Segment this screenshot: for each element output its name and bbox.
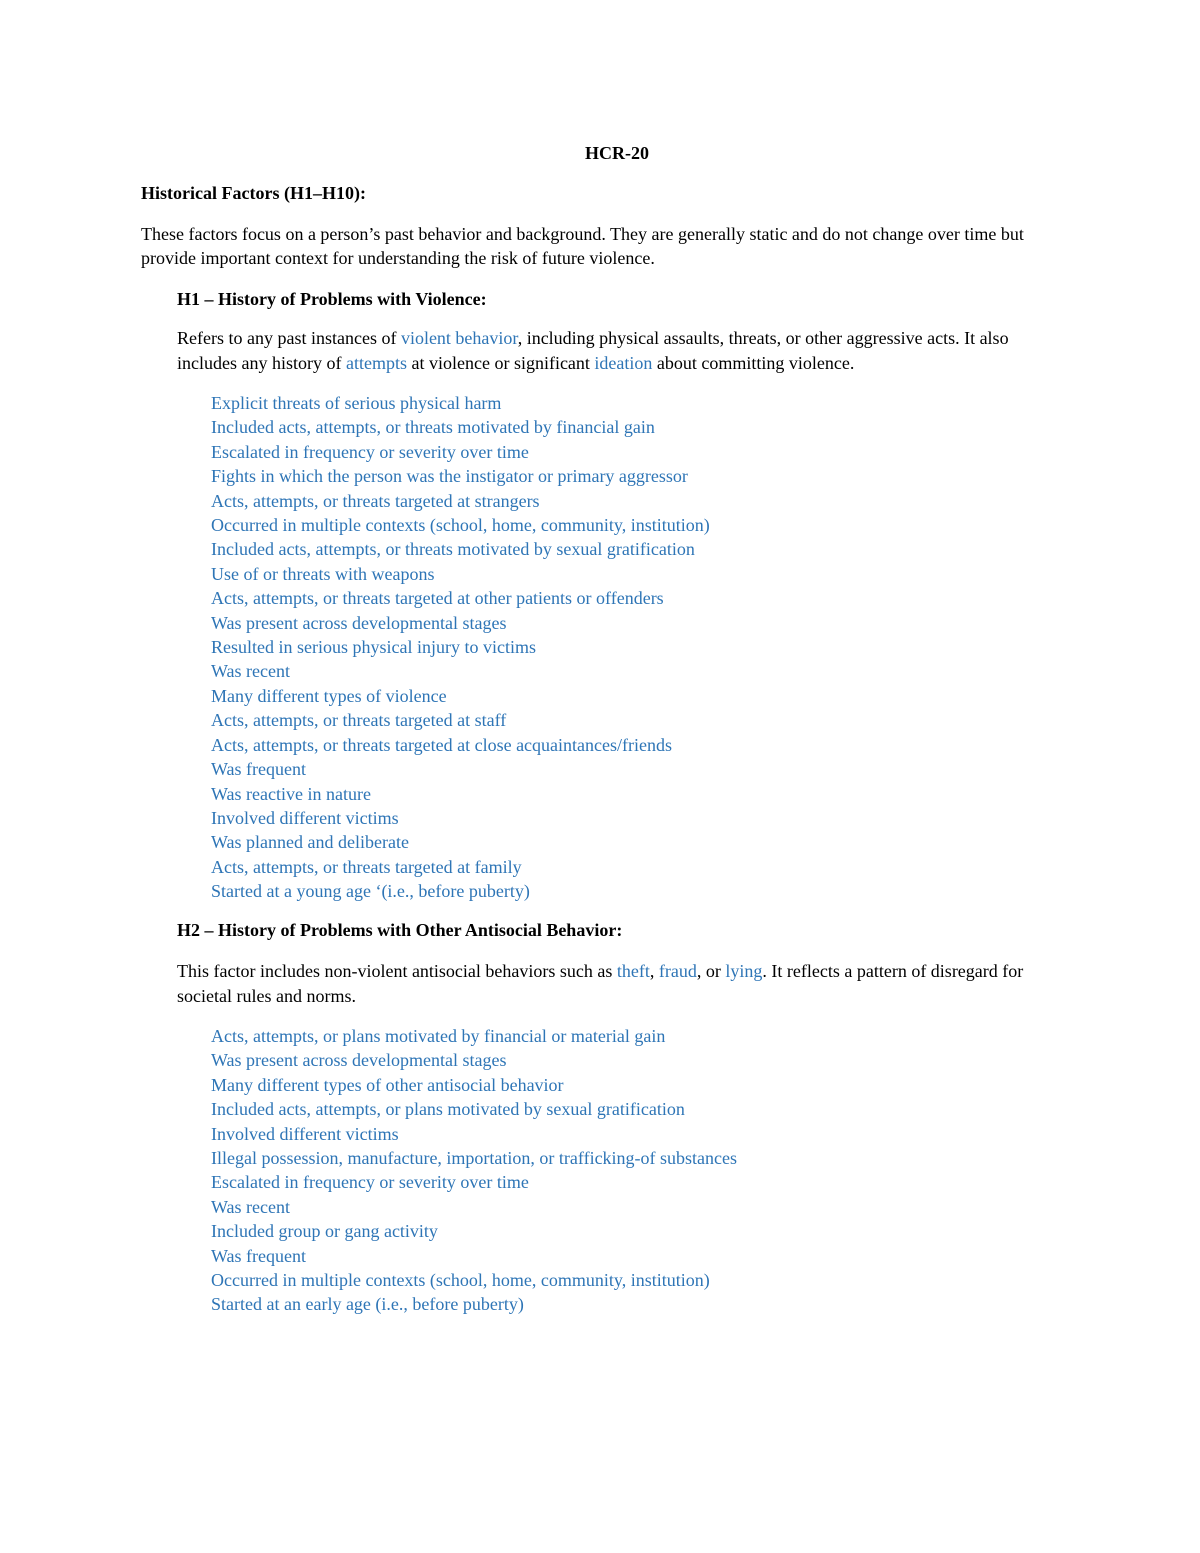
term-attempts: attempts — [345, 352, 407, 373]
list-item: Fights in which the person was the instigator or primary aggressor — [211, 466, 688, 487]
list-item: Was planned and deliberate — [211, 832, 409, 853]
list-item: Illegal possession, manufacture, importation, or trafficking-of substances — [211, 1148, 738, 1169]
h1-description — [177, 326, 1057, 375]
list-item: Acts, attempts, or plans motivated by financial or material gain — [211, 1026, 666, 1046]
list-item: Was present across developmental stages — [211, 612, 507, 633]
term-violent-behavior: violent behavior — [400, 328, 518, 348]
term-lying: lying — [725, 961, 763, 981]
list-item: Was reactive in nature — [211, 783, 371, 804]
list-item: Was recent — [211, 661, 291, 682]
list-item: Acts, attempts, or threats targeted at staff — [211, 710, 507, 731]
list-item: Many different types of violence — [211, 685, 447, 706]
list-item: Was recent — [211, 1196, 291, 1217]
list-item: Occurred in multiple contexts (school, home, community, institution) — [211, 1270, 710, 1291]
term-ideation: ideation — [594, 352, 653, 373]
h2-description — [177, 959, 1057, 1008]
h1-item-list — [211, 391, 710, 904]
h1-desc-text: at violence or significant — [406, 352, 595, 373]
list-item: Was frequent — [211, 759, 307, 780]
h2-desc-text: , — [649, 961, 659, 981]
h2-item-list — [211, 1024, 737, 1317]
term-fraud: fraud — [658, 961, 697, 981]
list-item: Explicit threats of serious physical harm — [211, 393, 502, 413]
h1-desc-text: about committing violence. — [652, 352, 855, 373]
h2-desc-text: This factor includes non-violent antisocial behaviors such as — [177, 961, 617, 981]
list-item: Acts, attempts, or threats targeted at strangers — [211, 490, 540, 511]
term-theft: theft — [616, 961, 650, 981]
list-item: Escalated in frequency or severity over time — [211, 1172, 529, 1193]
list-item: Started at a young age ‘(i.e., before puberty) — [211, 881, 530, 902]
h1-desc-text: , including physical assaults, threats, or other aggressive acts. It also includes any history of — [177, 328, 1009, 373]
list-item: Started at an early age (i.e., before puberty) — [211, 1294, 524, 1315]
intro-paragraph: These factors focus on a person’s past behavior and background. They are generally static and do not change over time but provide important context for understanding the risk of future violence. — [141, 224, 1024, 268]
list-item: Resulted in serious physical injury to victims — [211, 637, 536, 658]
list-item: Acts, attempts, or threats targeted at other patients or offenders — [211, 588, 664, 609]
list-item: Use of or threats with weapons — [211, 563, 435, 584]
document-title: HCR-20 — [585, 143, 649, 163]
list-item: Was present across developmental stages — [211, 1050, 507, 1071]
list-item: Acts, attempts, or threats targeted at family — [211, 856, 522, 877]
h2-desc-text: , or — [696, 961, 726, 981]
list-item: Involved different victims — [211, 1123, 399, 1144]
list-item: Acts, attempts, or threats targeted at close acquaintances/friends — [211, 734, 672, 755]
list-item: Was frequent — [211, 1245, 307, 1266]
list-item: Many different types of other antisocial behavior — [211, 1074, 564, 1095]
list-item: Included acts, attempts, or plans motivated by sexual gratification — [211, 1099, 685, 1120]
list-item: Included acts, attempts, or threats motivated by financial gain — [211, 417, 655, 438]
list-item: Included acts, attempts, or threats motivated by sexual gratification — [211, 539, 695, 560]
list-item: Escalated in frequency or severity over time — [211, 441, 529, 462]
h2-heading: H2 – History of Problems with Other Antisocial Behavior: — [177, 920, 623, 940]
list-item: Involved different victims — [211, 807, 399, 828]
h1-heading: H1 – History of Problems with Violence: — [177, 289, 487, 309]
list-item: Occurred in multiple contexts (school, home, community, institution) — [211, 515, 710, 536]
h1-desc-text: Refers to any past instances of — [177, 328, 401, 348]
h2-desc-text: . It reflects a pattern of disregard for societal rules and norms. — [177, 961, 1024, 1006]
section-heading: Historical Factors (H1–H10): — [141, 183, 366, 203]
list-item: Included group or gang activity — [211, 1221, 438, 1242]
